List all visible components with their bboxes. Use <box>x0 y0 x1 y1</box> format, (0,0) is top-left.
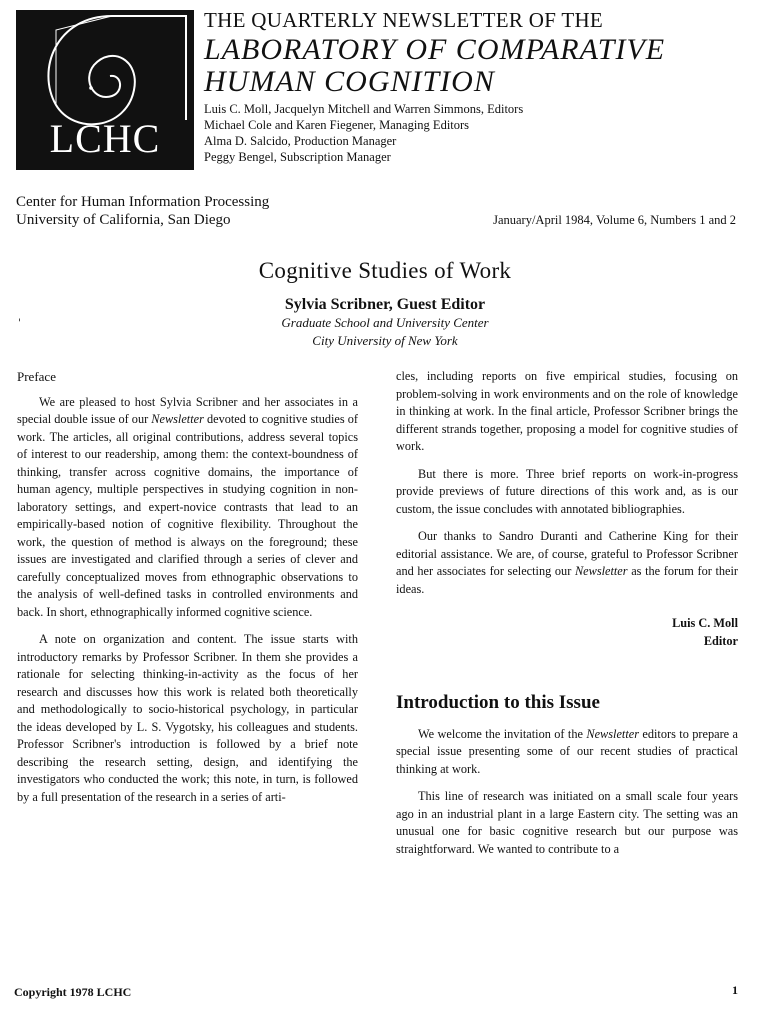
newsletter-title-line1: LABORATORY OF COMPARATIVE <box>204 33 666 66</box>
stray-mark: ' <box>18 318 21 329</box>
staff-line: Luis C. Moll, Jacquelyn Mitchell and Warren Simmons, Editors <box>204 102 524 116</box>
paragraph: A note on organization and content. The issue starts with introductory remarks by Professor Scribner. In them she provides a rationale for selecting thinking-in-activity as the focus of her research and discusses how this work is related both theoretically and methodologically to socio-historical psychology, in particular the ideas developed by L. S. Vygotsky, his colleagues and students. Professor Scribner's introduction is followed by a brief note describing the research setting, design, and identifying the investigators who conducted the work; this note, in turn, is followed by a full presentation of the research in a series of arti- <box>17 632 358 804</box>
text-run: as the forum for their ideas. <box>396 564 738 596</box>
newsletter-title-line2: HUMAN COGNITION <box>204 65 495 98</box>
issue-info: January/April 1984, Volume 6, Numbers 1 and 2 <box>493 213 736 227</box>
center-line2: University of California, San Diego <box>16 212 231 228</box>
text-run-italic: Newsletter <box>151 412 204 426</box>
affiliation-line2: City University of New York <box>312 333 458 348</box>
copyright: Copyright 1978 LCHC <box>14 985 132 999</box>
left-column <box>17 368 358 816</box>
affiliation-line1: Graduate School and University Center <box>281 315 489 330</box>
text-run: devoted to cognitive studies of work. The articles, all original contributions, address several topics of interest to our readership, among them: the context-boundness of thinking, transfer across cognitive domains, the importance of human agency, multiple perspectives in studying cognition in non-laboratory settings, and expert-novice contrasts that lead to an empirically-based notion of cognitive flexibility. Throughout the work, the question of method is always on the foreground; these issues are investigated and clarified through a series of clever and carefully conceptualized moves from ethnographic observations to the analysis of well-defined tasks in controlled environments and back. In short, ethnographically informed cognitive science. <box>17 412 358 619</box>
right-column <box>396 368 738 868</box>
staff-line: Alma D. Salcido, Production Manager <box>204 134 397 148</box>
center-line1: Center for Human Information Processing <box>16 194 270 210</box>
text-run: We are pleased to host Sylvia Scribner and her associates in a special double issue of our <box>17 394 358 426</box>
signoff <box>396 614 738 650</box>
signoff-name: Luis C. Moll <box>672 616 738 630</box>
page-number: 1 <box>732 983 738 997</box>
guest-editor: Sylvia Scribner, Guest Editor <box>284 296 486 313</box>
center-address <box>16 193 269 229</box>
signoff-role: Editor <box>703 634 738 648</box>
newsletter-kicker: THE QUARTERLY NEWSLETTER OF THE <box>204 8 604 32</box>
article-title: Cognitive Studies of Work <box>258 258 512 283</box>
paragraph <box>396 726 738 779</box>
text-run: We welcome the invitation of the <box>418 726 587 741</box>
text-run-italic: Newsletter <box>574 564 628 578</box>
lchc-logo <box>16 10 194 170</box>
staff-line: Peggy Bengel, Subscription Manager <box>204 150 391 164</box>
paragraph <box>17 394 358 622</box>
text-run: editors to prepare a special issue presenting some of our recent studies of practical thinking at work. <box>396 726 738 776</box>
guest-editor-block <box>0 296 770 350</box>
text-run: Our thanks to Sandro Duranti and Catherine King for their editorial assistance. We are, of course, grateful to Professor Scribner and her associates for selecting our <box>396 529 738 578</box>
paragraph <box>396 528 738 598</box>
newsletter-title <box>204 34 764 98</box>
logo-text: LCHC <box>49 116 161 161</box>
paragraph: But there is more. Three brief reports on work-in-progress provide previews of future directions of this work and, as is our custom, the issue concludes with annotated bibliographies. <box>396 466 738 516</box>
preface-heading: Preface <box>17 369 56 384</box>
introduction-heading: Introduction to this Issue <box>396 692 600 713</box>
staff-line: Michael Cole and Karen Fiegener, Managing Editors <box>204 118 470 132</box>
text-run-italic: Newsletter <box>586 726 639 741</box>
staff-list <box>204 101 523 165</box>
paragraph: cles, including reports on five empirical studies, focusing on problem-solving in work environments and on the role of knowledge in thinking at work. In the final article, Professor Scribner brings the different strands together, proposing a model for cognitive studies of work. <box>396 369 738 453</box>
paragraph: This line of research was initiated on a small scale four years ago in an industrial plant in a large Eastern city. The setting was an unusual one for basic cognitive research but our purpose was straightforward. We wanted to contribute to a <box>396 789 738 856</box>
